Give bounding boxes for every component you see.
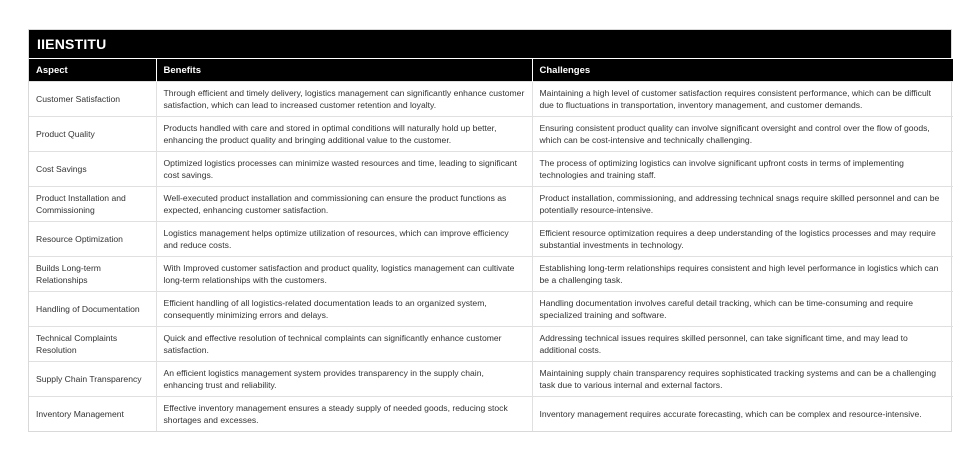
cell-aspect: Inventory Management (29, 397, 156, 432)
cell-challenges: Efficient resource optimization requires a deep understanding of the logistics processes and may require substantial investments in technology. (532, 222, 953, 257)
comparison-table (29, 58, 953, 431)
cell-aspect: Product Installation and Commissioning (29, 187, 156, 222)
cell-benefits: Effective inventory management ensures a steady supply of needed goods, reducing stock shortages and excesses. (156, 397, 532, 432)
cell-benefits: Optimized logistics processes can minimize wasted resources and time, leading to significant cost savings. (156, 152, 532, 187)
cell-benefits: An efficient logistics management system provides transparency in the supply chain, enhancing trust and reliability. (156, 362, 532, 397)
cell-challenges: Inventory management requires accurate forecasting, which can be complex and resource-intensive. (532, 397, 953, 432)
cell-challenges: Handling documentation involves careful detail tracking, which can be time-consuming and require specialized training and software. (532, 292, 953, 327)
table-row (29, 362, 953, 397)
cell-challenges: Ensuring consistent product quality can involve significant oversight and control over the flow of goods, which can be cost-intensive and technically challenging. (532, 117, 953, 152)
table-row (29, 327, 953, 362)
cell-benefits: Quick and effective resolution of technical complaints can significantly enhance customer satisfaction. (156, 327, 532, 362)
cell-benefits: Through efficient and timely delivery, logistics management can significantly enhance customer satisfaction, which can lead to increased customer retention and loyalty. (156, 82, 532, 117)
header-aspect: Aspect (29, 59, 156, 82)
cell-benefits: Efficient handling of all logistics-related documentation leads to an organized system, consequently minimizing errors and delays. (156, 292, 532, 327)
cell-aspect: Cost Savings (29, 152, 156, 187)
cell-challenges: Maintaining supply chain transparency requires sophisticated tracking systems and can be a challenging task due to various internal and external factors. (532, 362, 953, 397)
cell-benefits: Products handled with care and stored in optimal conditions will naturally hold up better, enhancing the product quality and bringing additional value to the customer. (156, 117, 532, 152)
table-row (29, 117, 953, 152)
cell-aspect: Technical Complaints Resolution (29, 327, 156, 362)
header-benefits: Benefits (156, 59, 532, 82)
table-row (29, 152, 953, 187)
header-challenges: Challenges (532, 59, 953, 82)
table-row (29, 82, 953, 117)
cell-benefits: With Improved customer satisfaction and product quality, logistics management can cultivate long-term relationships with the customers. (156, 257, 532, 292)
cell-aspect: Handling of Documentation (29, 292, 156, 327)
cell-challenges: Establishing long-term relationships requires consistent and high level performance in logistics which can be a challenging task. (532, 257, 953, 292)
cell-aspect: Resource Optimization (29, 222, 156, 257)
table-row (29, 292, 953, 327)
cell-aspect: Product Quality (29, 117, 156, 152)
cell-aspect: Builds Long-term Relationships (29, 257, 156, 292)
table-row (29, 222, 953, 257)
table-row (29, 187, 953, 222)
table-row (29, 257, 953, 292)
table-row (29, 397, 953, 432)
table-header-row (29, 59, 953, 82)
table-title: IIENSTITU (29, 30, 951, 58)
cell-challenges: Product installation, commissioning, and addressing technical snags require skilled personnel and can be potentially resource-intensive. (532, 187, 953, 222)
cell-benefits: Logistics management helps optimize utilization of resources, which can improve efficiency and reduce costs. (156, 222, 532, 257)
cell-aspect: Supply Chain Transparency (29, 362, 156, 397)
cell-benefits: Well-executed product installation and commissioning can ensure the product functions as expected, enhancing customer satisfaction. (156, 187, 532, 222)
cell-challenges: Maintaining a high level of customer satisfaction requires consistent performance, which can be difficult due to fluctuations in transportation, inventory management, and customer demands. (532, 82, 953, 117)
cell-aspect: Customer Satisfaction (29, 82, 156, 117)
comparison-table-container (28, 29, 952, 432)
cell-challenges: Addressing technical issues requires skilled personnel, can take significant time, and may lead to additional costs. (532, 327, 953, 362)
cell-challenges: The process of optimizing logistics can involve significant upfront costs in terms of implementing technologies and training staff. (532, 152, 953, 187)
